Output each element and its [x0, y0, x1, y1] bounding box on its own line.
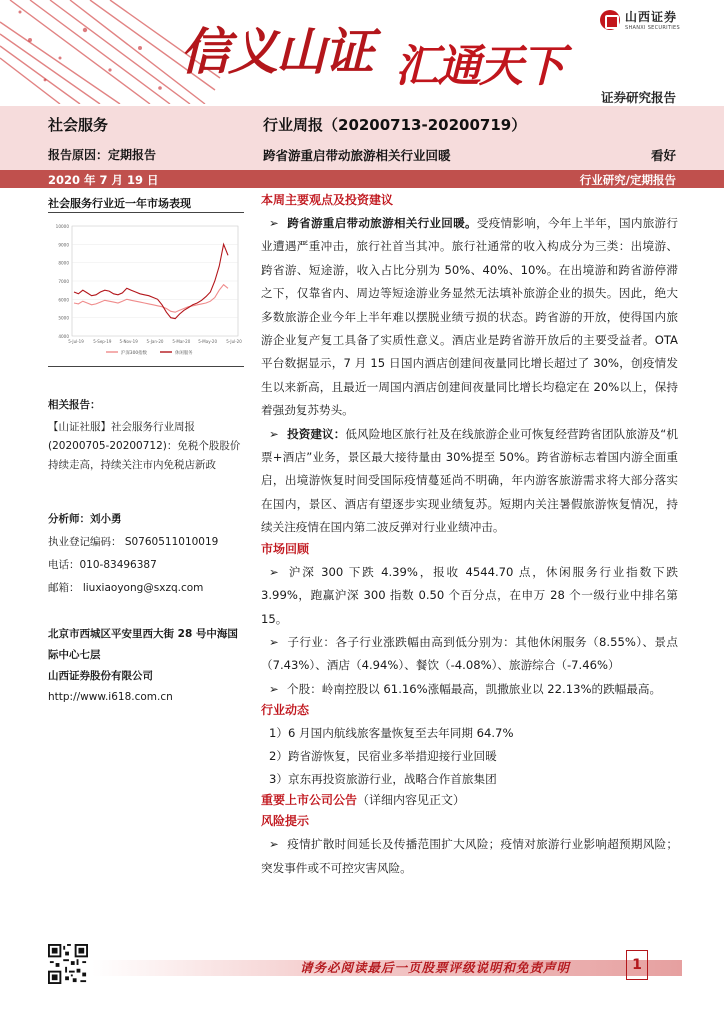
chart-y-tick-label: 10000: [55, 224, 69, 229]
main-content: [261, 191, 678, 880]
market-item-text: 子行业：各子行业涨跌幅由高到低分别为：其他休闲服务（8.55%）、景点（7.43%）、酒店（4.94%）、餐饮（-4.08%）、旅游综合（-7.46%）: [261, 634, 678, 673]
section-title-market-review: 市场回顾: [261, 541, 310, 556]
company-address: [48, 624, 248, 708]
rating-badge: 看好: [650, 148, 676, 163]
divider: [48, 212, 244, 213]
chart-x-tick-label: 5-Jul-19: [68, 339, 84, 344]
chart-x-tick-label: 5-Nov-19: [119, 339, 138, 344]
header-banner: [0, 0, 724, 104]
risk-item-text: 疫情扩散时间延长及传播范围扩大风险；疫情对旅游行业影响超预期风险；突发事件或不可控灾害风险。: [261, 837, 678, 875]
company-logo: [600, 8, 680, 31]
paragraph-investment-advice: [261, 423, 678, 540]
disclaimer-text: 请务必阅读最后一页股票评级说明和免责声明: [300, 960, 571, 975]
risk-item: [261, 833, 678, 880]
chart-x-tick-label: 5-Jan-20: [146, 339, 164, 344]
arrow-bullet-icon: ➢: [269, 564, 279, 579]
paragraph-recovery: [261, 212, 678, 423]
paragraph-body: 受疫情影响，今年上半年，国内旅游行业遭遇严重冲击，旅行社首当其冲。旅行社通常的收入构成分为三类：出境游、跨省游、短途游，收入占比分别为 50%、40%、10%。在出境游和跨省游停滞之下，仅靠省内、周边等短途游业务显然无法填补旅游企业的损失。因此，绝大多数旅游企业今年上半年难以摆脱业绩亏损的状态。跨省游的开放，使得国内旅游企业复产复工具备了实质性意义。酒店业是跨省游开放后的主要受益者。OTA 平台数据显示，7 月 15 日国内酒店创建间夜量同比增长超过了 30%，创疫情发生以来新高，且最近一周国内酒店创建间夜量同比增长均稳定在 20%以上，保持着强劲复苏势头。: [261, 216, 678, 418]
qr-code-icon: [48, 944, 88, 984]
chart-x-tick-label: 5-Sep-19: [93, 339, 112, 344]
email-link[interactable]: 邮箱： liuxiaoyong@sxzq.com: [48, 582, 204, 594]
paragraph-lead: 跨省游重启带动旅游相关行业回暖。: [287, 216, 477, 230]
report-headline: 跨省游重启带动旅游相关行业回暖: [263, 148, 451, 163]
arrow-bullet-icon: ➢: [269, 634, 279, 649]
slogan-part1: 信义山证: [180, 22, 372, 81]
sector-name: 社会服务: [48, 116, 109, 134]
report-category: 行业研究/定期报告: [579, 173, 676, 187]
chart-y-tick-label: 5000: [58, 315, 69, 321]
chart-title: 社会服务行业近一年市场表现: [48, 197, 191, 210]
related-reports-label: 相关报告：: [48, 399, 101, 411]
phone-number: 电话：010-83496387: [48, 559, 157, 571]
chart-x-tick-label: 5-Mar-20: [172, 339, 191, 344]
chart-x-tick-label: 5-May-20: [198, 339, 218, 344]
announcements-title: 重要上市公司公告: [261, 793, 358, 808]
analyst-name: 分析师：刘小勇: [48, 513, 122, 525]
chart-y-tick-label: 8000: [58, 260, 69, 266]
section-title-industry-news: 行业动态: [261, 703, 310, 718]
market-item-text: 沪深 300 下跌 4.39%，报收 4544.70 点，休闲服务行业指数下跌 3.99%，跑赢沪深 300 指数 0.50 个百分点，在申万 28 个一级行业中排名第 15。: [261, 564, 678, 626]
company-name: 山西证券股份有限公司: [48, 670, 153, 682]
paragraph-body: 低风险地区旅行社及在线旅游企业可恢复经营跨省团队旅游及“机票+酒店”业务，景区最大接待量由 30%提至 50%。跨省游标志着国内游全面重启，出境游恢复时间受国际疫情蔓延尚不明确，年内游客旅游需求将大部分落实在国内，景区、酒店有望逐步实现业绩复苏。短期内关注暑假旅游恢复情况，持续关注疫情在国内第二波反弹对行业业绩冲击。: [261, 426, 678, 535]
report-type: 证券研究报告: [600, 90, 676, 104]
logo-emblem-icon: [600, 10, 620, 30]
related-report-link[interactable]: 【山证社服】社会服务行业周报(20200705-20200712)：免税个股股价持续走高，持续关注市内免税店新政: [48, 421, 241, 471]
section-title-risk: 风险提示: [261, 814, 310, 829]
arrow-bullet-icon: ➢: [269, 216, 279, 230]
market-item-text: 个股：岭南控股以 61.16%涨幅最高，凯撒旅业以 22.13%的跌幅最高。: [287, 681, 662, 696]
news-item: 3）京东再投资旅游行业，战略合作首旅集团: [269, 772, 497, 787]
chart-series-line: [74, 244, 228, 318]
chart-y-tick-label: 9000: [58, 242, 69, 248]
logo-name-en: SHANXI SECURITIES: [625, 25, 680, 31]
news-item: 2）跨省游恢复，民宿业多举措迎接行业回暖: [269, 749, 497, 764]
divider: [48, 366, 244, 367]
chart-y-tick-label: 4000: [58, 334, 69, 339]
arrow-bullet-icon: ➢: [269, 426, 279, 441]
chart-y-tick-label: 7000: [58, 279, 69, 284]
news-item: 1）6 月国内航线旅客量恢复至去年同期 64.7%: [269, 726, 514, 741]
slogan-part2: 汇通天下: [395, 41, 563, 92]
chart-y-tick-label: 6000: [58, 297, 69, 303]
market-item: [261, 561, 678, 631]
arrow-bullet-icon: ➢: [269, 837, 279, 852]
chart-series-line: [74, 285, 228, 313]
chart-legend-label: 休闲服务: [175, 351, 193, 356]
market-item: [261, 631, 678, 678]
report-title: 行业周报（20200713-20200719）: [263, 116, 527, 134]
logo-name-cn: 山西证券: [625, 10, 678, 24]
license-number: 执业登记编码： S0760511010019: [48, 536, 219, 548]
section-title-announcements: [261, 791, 678, 809]
announcements-note: （详细内容见正文）: [357, 793, 466, 808]
analyst-contact: [48, 531, 248, 600]
market-item: [261, 678, 678, 701]
arrow-bullet-icon: ➢: [269, 681, 279, 696]
chart-legend-label: 沪深300指数: [121, 351, 147, 356]
address-line: 北京市西城区平安里西大街 28 号中海国际中心七层: [48, 628, 238, 661]
market-performance-chart: [48, 218, 244, 360]
paragraph-lead: 投资建议：: [287, 426, 346, 441]
report-reason: 报告原因：定期报告: [48, 148, 157, 162]
section-title-key-views: 本周主要观点及投资建议: [261, 193, 394, 207]
website-link[interactable]: http://www.i618.com.cn: [48, 691, 173, 703]
chart-x-tick-label: 5-Jul-20: [226, 339, 242, 344]
page-number: 1: [626, 950, 648, 980]
report-date: 2020 年 7 月 19 日: [48, 173, 159, 187]
